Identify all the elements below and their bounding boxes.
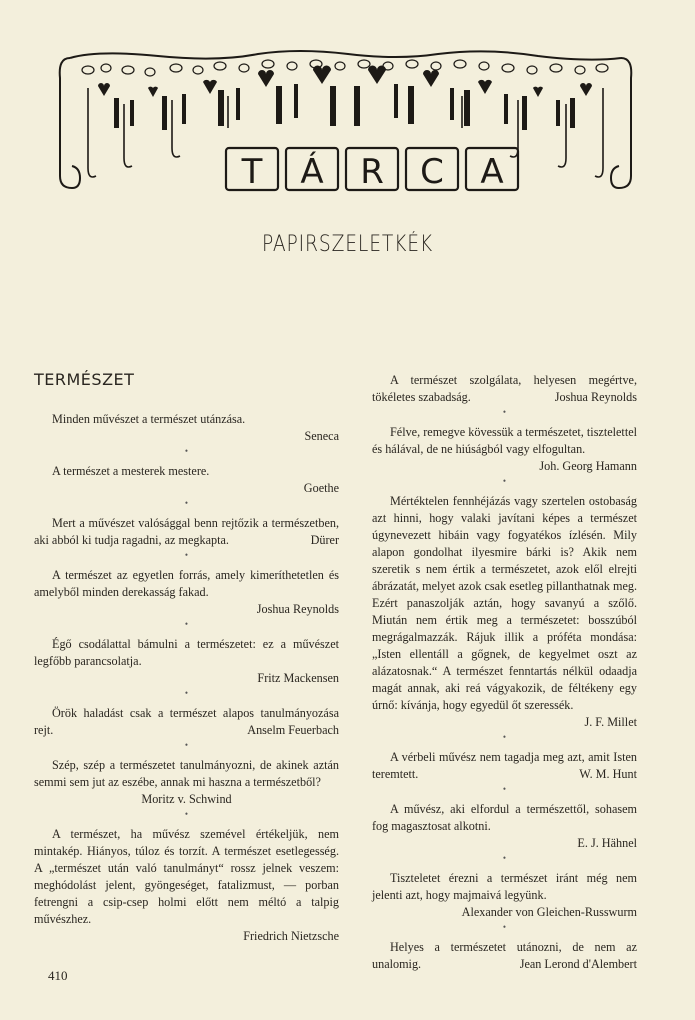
quote-author: Friedrich Nietzsche [243, 929, 339, 943]
quote-block [372, 424, 637, 458]
quote-block [34, 411, 339, 428]
quote-block [34, 757, 339, 791]
quote-block [372, 801, 637, 835]
quote-block [34, 567, 339, 601]
quote-text: Helyes a természetet utánozni, de nem az unalomig. [372, 940, 637, 971]
separator-dot: • [184, 688, 189, 698]
separator-dot: • [502, 732, 507, 742]
quote-block [34, 826, 339, 928]
quote-text: A művész, aki elfordul a természettől, sohasem fog magasztosat alkotni. [372, 802, 637, 833]
quote-text: Szép, szép a természetet tanulmányozni, de akinek aztán semmi sem jut az eszébe, annak mi haszna a természetből? [34, 758, 339, 789]
page-subtitle: PAPIRSZELETKÉK [261, 232, 434, 257]
quote-author: Joshua Reynolds [554, 390, 637, 404]
quote-author: Anselm Feuerbach [247, 723, 339, 737]
quote-text: Félve, remegve kövessük a természetet, tisztelettel és hálával, de ne hiúságból vagy elfogultan. [372, 425, 637, 456]
title-letter-1: T [241, 152, 263, 192]
quote-author: Dürer [310, 533, 339, 547]
quote-text: Minden művészet a természet utánzása. [52, 412, 246, 426]
quote-author: Goethe [303, 481, 339, 495]
separator-dot: • [502, 853, 507, 863]
quote-text: Mértéktelen fennhéjázás vagy szertelen ostobaság azt hinni, hogy valaki javítani képes a természet úgynevezett hibáin vagy fogyatékos ízlésén. Mily alapon gondolhat ilyesmire bárki is? Akik nem szeretik s nem értik a természetet, azok elől elrejti ábrázatát, melyet azok csak esetleg pillanthatnak meg. Ezért panaszolják aztán, hogy savanyú a szőlő. Miután nem értik meg a természetet: bosszúból megrágalmazzák. Rájuk illik a próféta mondása: „Isten ellentáll a gőgnek, de kegyelmet oszt az alázatosnak.“ A természet fenntartás nélkül odaadja magát annak, aki reá vágyakozik, de féltékeny egy úrnő: kívánja, hogy egyedül őt szeressék. [372, 494, 637, 712]
quote-text: A természet szolgálata, helyesen megértve, tökéletes szabadság. [372, 373, 637, 404]
quote-author: Joh. Georg Hamann [539, 459, 637, 473]
separator-dot: • [184, 550, 189, 560]
separator-dot: • [502, 784, 507, 794]
title-letter-5: A [480, 152, 504, 192]
separator-dot: • [184, 498, 189, 508]
quote-text: Tiszteletet érezni a természet iránt még nem jelenti azt, hogy majmaivá legyünk. [372, 871, 637, 902]
title-letter-3: R [360, 152, 384, 192]
quote-text: Égő csodálattal bámulni a természetet: ez a művészet legfőbb parancsolatja. [34, 637, 339, 668]
quote-text: A természet, ha művész szemével értékeljük, nem mintakép. Hiányos, túloz és torzít. A természet esetlegesség. A „természet után való tanulmányt“ rossz jelnek veszem: meghódolást jelent, gyöngeséget, fatalizmust, — porban fetrengni a csip-csep holmi előtt nem méltó a talpig művészhez. [34, 827, 339, 926]
quote-author: Joshua Reynolds [256, 602, 339, 616]
quote-author: E. J. Hähnel [577, 836, 637, 850]
quote-text: A vérbeli művész nem tagadja meg azt, amit Isten teremtett. [372, 750, 637, 781]
page-number: 410 [48, 968, 68, 983]
quote-author: Fritz Mackensen [257, 671, 339, 685]
quote-block [34, 636, 339, 670]
quote-author: J. F. Millet [584, 715, 637, 729]
separator-dot: • [502, 476, 507, 486]
quote-text: Mert a művészet valósággal benn rejtőzik a természetben, aki abból ki tudja ragadni, az megkapta. [34, 516, 339, 547]
quote-text: A természet az egyetlen forrás, amely kimeríthetetlen és amelyből minden derekasság fakad. [34, 568, 339, 599]
separator-dot: • [184, 619, 189, 629]
quote-author: Seneca [304, 429, 339, 443]
title-letter-4: C [420, 152, 444, 192]
quote-author: Jean Lerond d'Alembert [519, 957, 637, 971]
quote-author: Alexander von Gleichen-Russwurm [461, 905, 637, 919]
separator-dot: • [184, 809, 189, 819]
separator-dot: • [184, 740, 189, 750]
quote-block [372, 870, 637, 904]
section-title: TERMÉSZET [34, 370, 135, 389]
quote-author: Moritz v. Schwind [141, 792, 232, 806]
title-letter-2: Á [300, 152, 324, 192]
separator-dot: • [184, 446, 189, 456]
quote-text: A természet a mesterek mestere. [52, 464, 210, 478]
separator-dot: • [502, 407, 507, 417]
right-column [372, 372, 637, 973]
decorative-header-ornament [58, 48, 633, 198]
separator-dot: • [502, 922, 507, 932]
quote-block [34, 463, 339, 480]
left-column [34, 370, 339, 945]
quote-author: W. M. Hunt [579, 767, 637, 781]
quote-text: Örök haladást csak a természet alapos tanulmányozása rejt. [34, 706, 339, 737]
quote-block [372, 493, 637, 714]
